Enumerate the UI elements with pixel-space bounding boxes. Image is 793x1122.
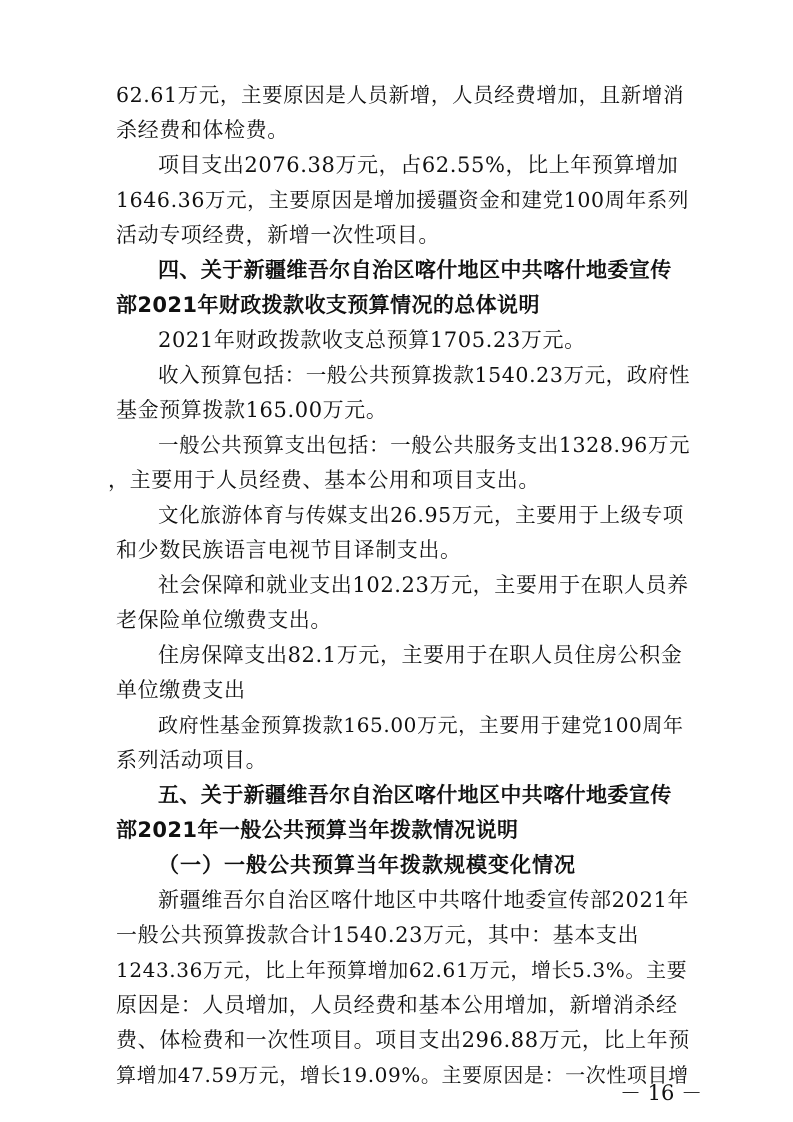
text-line: 一般公共预算支出包括：一般公共服务支出1328.96万元 [158, 433, 691, 457]
subsection-heading: （一）一般公共预算当年拨款规模变化情况 [158, 852, 576, 877]
text-line: 住房保障支出82.1万元，主要用于在职人员住房公积金 [158, 643, 683, 667]
text-line: 单位缴费支出 [116, 678, 246, 702]
text-line: 新疆维吾尔自治区喀什地区中共喀什地委宣传部2021年 [158, 888, 690, 912]
section-heading: 四、关于新疆维吾尔自治区喀什地区中共喀什地委宣传 [158, 258, 672, 282]
text-line: 1646.36万元，主要原因是增加援疆资金和建党100周年系列 [116, 188, 689, 212]
text-line: 原因是：人员增加，人员经费和基本公用增加，新增消杀经 [116, 993, 678, 1017]
text-line: 收入预算包括：一般公共预算拨款1540.23万元，政府性 [158, 363, 691, 387]
text-line: 62.61万元，主要原因是人员新增，人员经费增加，且新增消 [116, 83, 685, 107]
text-line: 文化旅游体育与传媒支出26.95万元，主要用于上级专项 [158, 503, 684, 527]
text-line: 和少数民族语言电视节目译制支出。 [116, 538, 462, 562]
text-line: 1243.36万元，比上年预算增加62.61万元，增长5.3%。主要 [116, 958, 688, 982]
text-line: 杀经费和体检费。 [116, 118, 289, 142]
text-line: 老保险单位缴费支出。 [116, 608, 332, 632]
section-heading: 五、关于新疆维吾尔自治区喀什地区中共喀什地委宣传 [158, 783, 672, 807]
text-line: 社会保障和就业支出102.23万元，主要用于在职人员养 [158, 573, 689, 597]
text-line: 基金预算拨款165.00万元。 [116, 398, 388, 422]
text-line: 2021年财政拨款收支总预算1705.23万元。 [158, 328, 586, 352]
text-line: 活动专项经费，新增一次性项目。 [116, 223, 440, 247]
text-line: ，主要用于人员经费、基本公用和项目支出。 [108, 468, 540, 492]
section-heading: 部2021年一般公共预算当年拨款情况说明 [116, 818, 519, 842]
section-heading: 部2021年财政拨款收支预算情况的总体说明 [116, 293, 540, 317]
text-line: 一般公共预算拨款合计1540.23万元，其中：基本支出 [116, 923, 640, 947]
page-number: － 16 － [620, 1081, 703, 1105]
text-line: 系列活动项目。 [116, 748, 268, 772]
text-line: 费、体检费和一次性项目。项目支出296.88万元，比上年预 [116, 1028, 690, 1052]
text-line: 算增加47.59万元，增长19.09%。主要原因是：一次性项目增 [116, 1063, 689, 1087]
text-line: 项目支出2076.38万元，占62.55%，比上年预算增加 [158, 153, 679, 177]
text-line: 政府性基金预算拨款165.00万元，主要用于建党100周年 [158, 713, 684, 737]
